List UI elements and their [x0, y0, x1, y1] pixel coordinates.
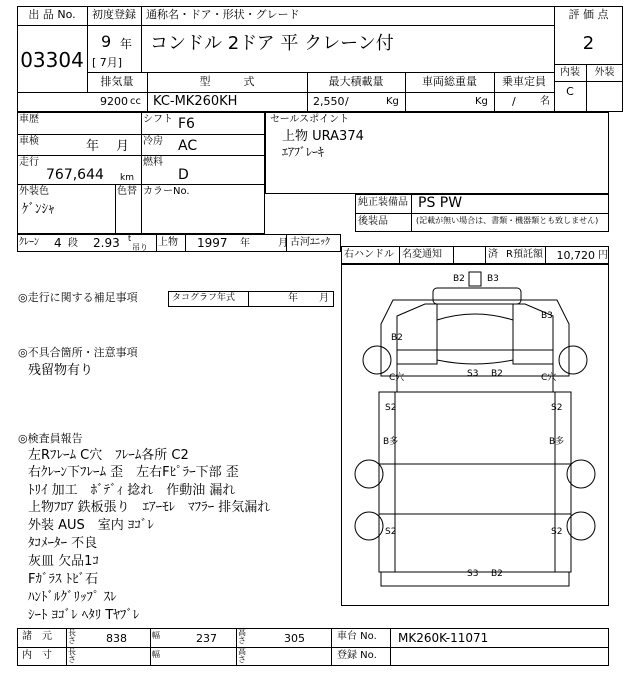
divider	[399, 246, 400, 264]
nox-status: 済	[488, 249, 498, 260]
divider	[331, 628, 332, 666]
divider	[554, 81, 623, 82]
damage-label: C穴	[389, 373, 405, 383]
inspection-label: 車検	[19, 136, 39, 147]
history-label: 車歴	[19, 114, 39, 125]
aftermarket-label: 後装品	[358, 216, 388, 227]
report-line: 上物ﾌﾛｱ 鉄板張り ｴｱｰﾓﾚ ﾏﾌﾗｰ 排気漏れ	[28, 500, 271, 515]
report-line: ﾄﾘｲ 加工 ﾎﾞﾃﾞｨ 捻れ 作動油 漏れ	[28, 483, 236, 498]
wheel-shape	[363, 346, 391, 374]
divider	[248, 291, 249, 307]
bed-floor-shape	[395, 392, 555, 572]
bed-outline	[379, 392, 571, 572]
sales-point-line1: 上物 URA374	[282, 129, 364, 144]
damage-label: C穴	[541, 373, 557, 383]
divider	[453, 246, 454, 264]
left-door-shape	[397, 304, 437, 364]
crane-tons: 2.93	[93, 236, 120, 250]
shift-value: F6	[178, 116, 195, 132]
divider	[17, 92, 554, 93]
sales-point-line2: ｴｱﾌﾞﾚｰｷ	[282, 145, 325, 159]
lot-label: 出 品 No.	[28, 8, 76, 21]
model-code: KC-MK260KH	[153, 94, 238, 109]
mileage-value: 767,644	[46, 167, 104, 183]
reg-year-unit: 年	[120, 37, 133, 51]
damage-label: S2	[385, 403, 397, 413]
damage-label: B3	[487, 274, 499, 284]
crane-t-unit: t	[128, 234, 132, 243]
displacement-value: 9200	[100, 95, 128, 108]
divider	[150, 628, 151, 666]
inner-width-label: 幅	[152, 650, 160, 659]
genuine-equipment-label: 純正装備品	[358, 197, 408, 208]
inspection-year-unit: 年	[86, 139, 100, 154]
registration-label: 登録 No.	[337, 650, 377, 661]
length-value: 838	[106, 632, 127, 645]
lot-number: 03304	[20, 48, 84, 72]
wheel-shape	[559, 346, 587, 374]
fuel-label: 燃料	[143, 157, 163, 168]
damage-label: S3	[467, 369, 479, 379]
gvw-label: 車両総重量	[422, 75, 477, 88]
exterior-label: 外装	[594, 67, 615, 78]
displacement-unit: cc	[130, 96, 141, 107]
divider	[554, 64, 623, 65]
divider	[185, 234, 186, 252]
color-change-label: 色替	[117, 186, 137, 197]
inspector-report-title: ◎検査員報告	[18, 432, 83, 445]
rating-label: 評 価 点	[568, 8, 609, 21]
reg-year: 9	[101, 32, 112, 51]
aircon-value: AC	[178, 138, 198, 154]
divider	[156, 234, 157, 252]
tachograph-label: タコグラフ年式	[172, 293, 236, 303]
dims-label: 諸 元	[22, 631, 52, 642]
damage-label: B2	[491, 369, 503, 379]
tachograph-year-unit: 年	[288, 293, 298, 304]
crane-stages: 4	[54, 236, 62, 250]
length-label: 長さ	[68, 628, 76, 645]
interior-label: 内装	[560, 67, 580, 78]
crane-stage-unit: 段	[68, 238, 78, 249]
reg-month: [ 7月]	[92, 56, 123, 69]
mileage-unit: km	[120, 173, 134, 183]
max-load-slash: /	[345, 95, 349, 108]
recycle-yen: 円	[598, 250, 608, 261]
model-name: コンドル 2ドア 平 クレーン付	[150, 33, 394, 54]
chassis-number: MK260K-11071	[398, 631, 489, 645]
defect-line: 残留物有り	[28, 363, 94, 378]
max-load-value: 2,550	[313, 95, 345, 108]
steering: 右ハンドル	[344, 249, 394, 260]
damage-label: B2	[491, 569, 503, 579]
divider	[141, 112, 142, 234]
displacement-label: 排気量	[100, 75, 134, 88]
max-load-unit: Kg	[386, 96, 399, 107]
report-line: ﾀｺﾒｰﾀｰ 不良	[28, 536, 98, 551]
gvw-unit: Kg	[475, 96, 488, 107]
fuel-value: D	[178, 167, 189, 183]
capacity-unit: 名	[540, 96, 550, 107]
crane-label: ｸﾚｰﾝ	[19, 237, 39, 248]
width-label: 幅	[152, 631, 160, 640]
aircon-label: 冷房	[143, 136, 163, 147]
divider	[66, 628, 67, 666]
report-line: 外装 AUS 室内 ﾖｺﾞﾚ	[28, 518, 154, 533]
ext-color-label: 外装色	[19, 186, 49, 197]
cab-roof-shape	[433, 288, 521, 304]
upper-label: 上物	[158, 237, 178, 248]
report-line: ﾊﾝﾄﾞﾙｸﾞﾘｯﾌﾟ ｽﾚ	[28, 590, 117, 605]
chassis-label: 車台 No.	[337, 631, 377, 642]
damage-label: B多	[549, 437, 565, 447]
tachograph-month-unit: 月	[319, 293, 329, 304]
shift-label: シフト	[143, 114, 173, 125]
divider	[411, 194, 412, 232]
report-line: Fｶﾞﾗｽ ﾄﾋﾞ石	[28, 572, 99, 587]
capacity-slash: /	[512, 95, 516, 108]
divider	[545, 246, 546, 264]
crane-maker: 古河ﾕﾆｯｸ	[290, 237, 330, 248]
damage-label: B多	[383, 437, 399, 447]
divider	[17, 184, 265, 185]
mileage-label: 走行	[19, 157, 39, 168]
crane-hang-unit: 吊り	[132, 243, 148, 252]
damage-label: B3	[541, 311, 553, 321]
aftermarket-note: (記載が無い場合は、書類・機器類とも致しません)	[416, 216, 599, 225]
divider	[355, 213, 609, 214]
model-name-label: 通称名・ドア・形状・グレード	[146, 8, 300, 21]
recycle-label: R預託額	[506, 249, 543, 260]
height-label: 高さ	[238, 628, 246, 645]
damage-label: S2	[551, 527, 563, 537]
damage-label: B2	[453, 274, 465, 284]
divider	[87, 72, 554, 73]
mirror-shape	[469, 272, 481, 286]
interior-grade: C	[566, 85, 574, 98]
damage-label: S3	[467, 569, 479, 579]
inner-height-label: 高さ	[238, 647, 246, 664]
first-reg-label: 初度登録	[92, 8, 136, 21]
color-no-label: カラーNo.	[143, 186, 190, 197]
width-value: 237	[196, 632, 217, 645]
report-line: 右ｸﾚｰﾝ下ﾌﾚｰﾑ 歪 左右Fﾋﾟﾗｰ下部 歪	[28, 465, 239, 480]
name-change-label: 名変通知	[402, 249, 442, 260]
damage-label: S2	[551, 403, 563, 413]
recycle-amount: 10,720	[556, 249, 595, 262]
upper-year-unit: 年	[240, 238, 250, 249]
divider	[17, 25, 87, 26]
divider	[115, 184, 116, 234]
windshield-shape	[437, 314, 513, 364]
report-line: 灰皿 欠品1ｺ	[28, 554, 99, 569]
model-code-label: 型 式	[199, 75, 255, 88]
inspection-month-unit: 月	[116, 139, 130, 154]
divider	[390, 628, 391, 666]
ext-color-value: ｹﾞﾝｼｬ	[22, 202, 55, 217]
upper-month-unit: 月	[278, 238, 288, 249]
divider	[485, 246, 486, 264]
capacity-label: 乗車定員	[502, 75, 546, 88]
divider	[236, 628, 237, 666]
divider	[17, 647, 609, 648]
height-value: 305	[284, 632, 305, 645]
max-load-label: 最大積載量	[328, 75, 384, 88]
report-line: 左Rﾌﾚｰﾑ C穴 ﾌﾚｰﾑ各所 C2	[28, 448, 189, 463]
driving-notes-title: ◎走行に関する補足事項	[18, 291, 138, 304]
report-line: ｼｰﾄ ﾖｺﾞﾚ ﾍﾀﾘ Tﾔﾌﾞﾚ	[28, 608, 140, 623]
defect-notes-title: ◎不具合箇所・注意事項	[18, 346, 138, 359]
genuine-equipment-value: PS PW	[418, 195, 463, 211]
inner-dims-label: 内 寸	[22, 650, 52, 661]
upper-year: 1997	[197, 236, 228, 250]
divider	[87, 25, 554, 26]
rating-value: 2	[582, 33, 595, 54]
truck-diagram	[341, 264, 609, 606]
damage-label: B2	[391, 333, 403, 343]
divider	[141, 6, 142, 72]
damage-label: S2	[385, 527, 397, 537]
sales-point-label: セールスポイント	[270, 114, 350, 125]
divider	[17, 155, 265, 156]
divider	[17, 134, 265, 135]
inner-length-label: 長さ	[68, 647, 76, 664]
